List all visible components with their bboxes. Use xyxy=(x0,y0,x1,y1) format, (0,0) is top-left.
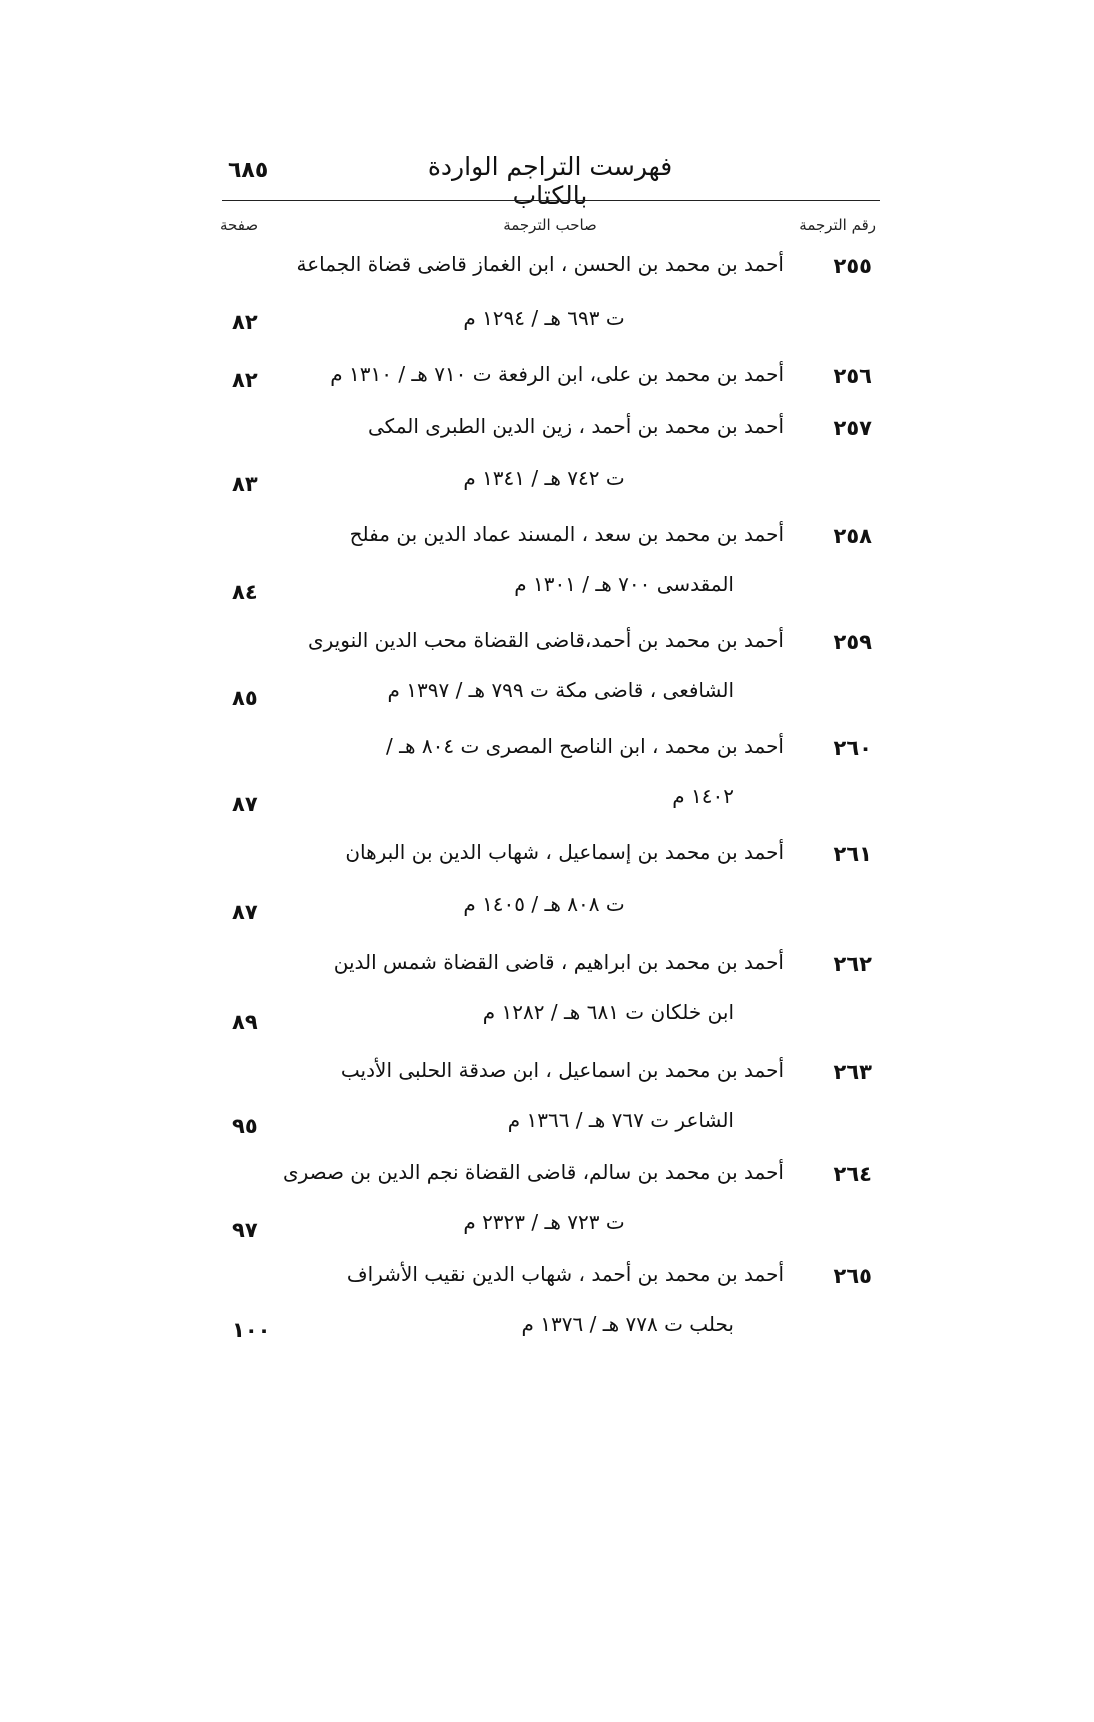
entry-page: ٨٣ xyxy=(232,472,258,496)
entry-line1: أحمد بن محمد بن إسماعيل ، شهاب الدين بن البرهان xyxy=(345,840,784,864)
entry-line2: بحلب ت ٧٧٨ هـ / ١٣٧٦ م xyxy=(521,1312,734,1336)
entry-page: ٨٧ xyxy=(232,792,258,816)
entry-number: ٢٦١ xyxy=(833,842,872,866)
entry-line1: أحمد بن محمد بن اسماعيل ، ابن صدقة الحلبى الأديب xyxy=(340,1058,784,1082)
entry-line2: ابن خلكان ت ٦٨١ هـ / ١٢٨٢ م xyxy=(482,1000,734,1024)
entry-line2: ت ٧٤٢ هـ / ١٣٤١ م xyxy=(463,466,625,490)
entry-page: ٨٥ xyxy=(232,686,258,710)
entry-line2: ت ٧٢٣ هـ / ٢٣٢٣ م xyxy=(463,1210,625,1234)
entry-line2: ت ٦٩٣ هـ / ١٢٩٤ م xyxy=(463,306,625,330)
entry-line1: أحمد بن محمد بن أحمد،قاضى القضاة محب الدين النويرى xyxy=(307,628,784,652)
column-header-name: صاحب الترجمة xyxy=(503,216,597,234)
entry-line2: المقدسى ٧٠٠ هـ / ١٣٠١ م xyxy=(514,572,734,596)
column-header-number: رقم الترجمة xyxy=(799,216,876,234)
entry-line1: أحمد بن محمد بن على، ابن الرفعة ت ٧١٠ هـ / ١٣١٠ م xyxy=(330,362,784,386)
entry-line2: الشاعر ت ٧٦٧ هـ / ١٣٦٦ م xyxy=(507,1108,734,1132)
entry-number: ٢٦٣ xyxy=(833,1060,872,1084)
entry-line2: ١٤٠٢ م xyxy=(672,784,734,808)
entry-line1: أحمد بن محمد بن ابراهيم ، قاضى القضاة شمس الدين xyxy=(333,950,784,974)
entry-page: ٨٧ xyxy=(232,900,258,924)
entry-page: ٨٩ xyxy=(232,1010,258,1034)
page-title: فهرست التراجم الواردة بالكتاب xyxy=(427,152,673,210)
entry-line1: أحمد بن محمد بن سعد ، المسند عماد الدين بن مفلح xyxy=(349,522,784,546)
entry-number: ٢٥٩ xyxy=(833,630,872,654)
column-header-page: صفحة xyxy=(220,216,259,234)
entry-number: ٢٥٦ xyxy=(833,364,872,388)
entry-number: ٢٦٢ xyxy=(833,952,872,976)
page-number: ٦٨٥ xyxy=(228,158,269,183)
header-rule xyxy=(222,200,880,201)
entry-line1: أحمد بن محمد ، ابن الناصح المصرى ت ٨٠٤ هـ / xyxy=(386,734,784,758)
entry-line2: الشافعى ، قاضى مكة ت ٧٩٩ هـ / ١٣٩٧ م xyxy=(387,678,734,702)
entry-number: ٢٦٥ xyxy=(833,1264,872,1288)
entry-number: ٢٦٤ xyxy=(833,1162,872,1186)
entry-page: ٩٧ xyxy=(232,1218,258,1242)
entry-number: ٢٥٥ xyxy=(833,254,872,278)
entry-number: ٢٥٨ xyxy=(833,524,872,548)
entry-page: ٨٢ xyxy=(232,310,258,334)
entry-page: ٨٢ xyxy=(232,368,258,392)
entry-page: ١٠٠ xyxy=(232,1318,271,1342)
entry-line1: أحمد بن محمد بن أحمد ، زين الدين الطبرى المكى xyxy=(368,414,784,438)
entry-line1: أحمد بن محمد بن أحمد ، شهاب الدين نقيب الأشراف xyxy=(346,1262,784,1286)
entry-line2: ت ٨٠٨ هـ / ١٤٠٥ م xyxy=(463,892,625,916)
entry-number: ٢٥٧ xyxy=(833,416,872,440)
entry-line1: أحمد بن محمد بن سالم، قاضى القضاة نجم الدين بن صصرى xyxy=(282,1160,784,1184)
entry-page: ٨٤ xyxy=(232,580,258,604)
entry-number: ٢٦٠ xyxy=(833,736,872,760)
entry-line1: أحمد بن محمد بن الحسن ، ابن الغماز قاضى قضاة الجماعة xyxy=(296,252,784,276)
entry-page: ٩٥ xyxy=(232,1114,258,1138)
